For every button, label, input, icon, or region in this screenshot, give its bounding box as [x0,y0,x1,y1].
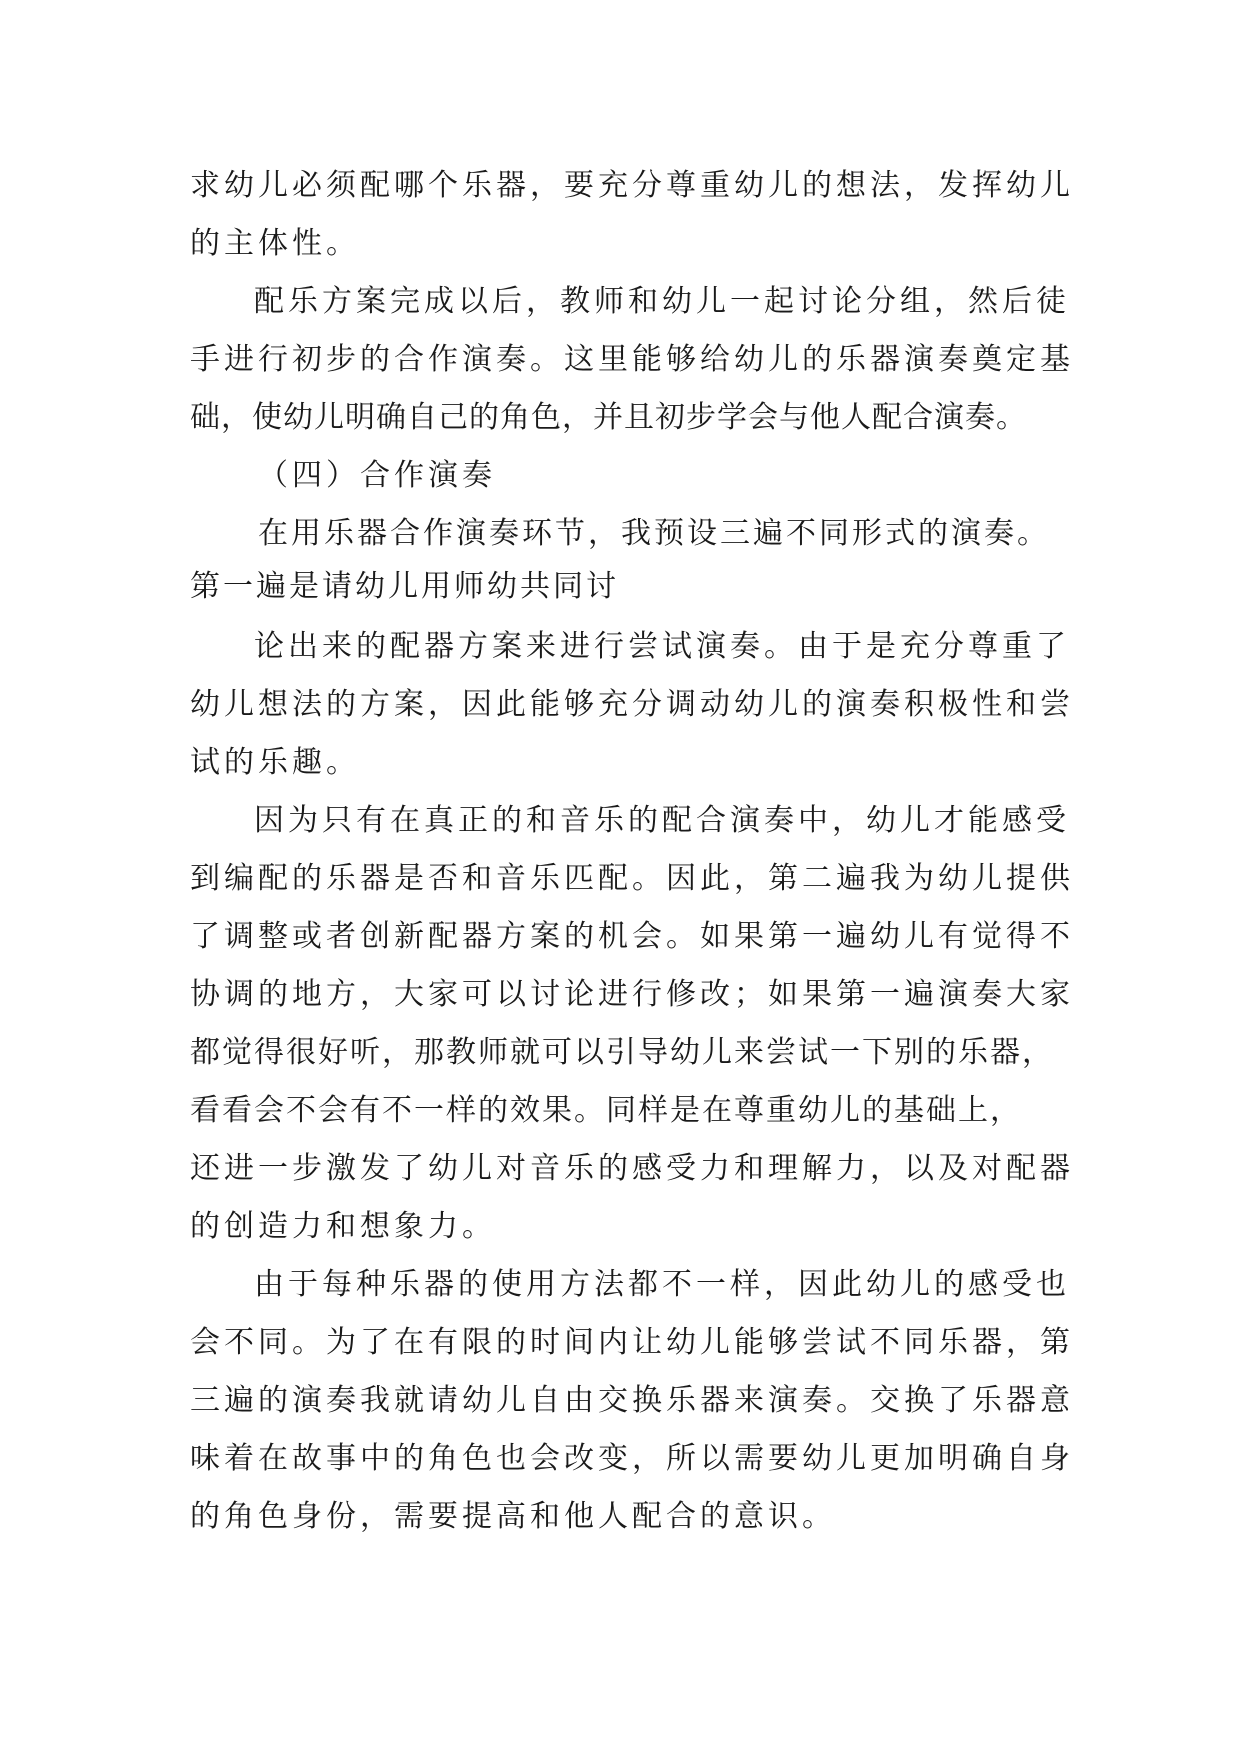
text-line-5: 础，使幼儿明确自己的角色，并且初步学会与他人配合演奏。 [190,400,1027,435]
text-line-11: 试的乐趣。 [190,745,360,780]
text-line-17: 看看会不会有不一样的效果。同样是在尊重幼儿的基础上， [190,1093,1022,1128]
text-line-14: 了调整或者创新配器方案的机会。如果第一遍幼儿有觉得不 [190,919,1074,954]
text-line-1: 求幼儿必须配哪个乐器，要充分尊重幼儿的想法，发挥幼儿 [190,168,1074,203]
text-line-4: 手进行初步的合作演奏。这里能够给幼儿的乐器演奏奠定基 [190,342,1074,377]
text-line-16: 都觉得很好听，那教师就可以引导幼儿来尝试一下别的乐器， [190,1035,1054,1070]
text-line-15: 协调的地方，大家可以讨论进行修改；如果第一遍演奏大家 [190,977,1074,1012]
text-line-9: 论出来的配器方案来进行尝试演奏。由于是充分尊重了 [254,629,1070,664]
text-line-2: 的主体性。 [190,226,360,261]
text-line-10: 幼儿想法的方案，因此能够充分调动幼儿的演奏积极性和尝 [190,687,1074,722]
text-line-23: 味着在故事中的角色也会改变，所以需要幼儿更加明确自身 [190,1441,1074,1476]
text-line-24: 的角色身份，需要提高和他人配合的意识。 [190,1499,836,1534]
text-line-20: 由于每种乐器的使用方法都不一样，因此幼儿的感受也 [254,1267,1070,1302]
text-line-13: 到编配的乐器是否和音乐匹配。因此，第二遍我为幼儿提供 [190,861,1074,896]
text-line-22: 三遍的演奏我就请幼儿自由交换乐器来演奏。交换了乐器意 [190,1383,1074,1418]
text-line-21: 会不同。为了在有限的时间内让幼儿能够尝试不同乐器，第 [190,1325,1074,1360]
text-line-19: 的创造力和想象力。 [190,1209,496,1244]
text-line-12: 因为只有在真正的和音乐的配合演奏中，幼儿才能感受 [254,803,1070,838]
text-line-8: 第一遍是请幼儿用师幼共同讨 [190,569,619,604]
section-heading: （四）合作演奏 [258,458,496,493]
text-line-18: 还进一步激发了幼儿对音乐的感受力和理解力，以及对配器 [190,1151,1074,1186]
text-line-3: 配乐方案完成以后，教师和幼儿一起讨论分组，然后徒 [254,284,1070,319]
text-line-7: 在用乐器合作演奏环节，我预设三遍不同形式的演奏。 [258,516,1050,551]
